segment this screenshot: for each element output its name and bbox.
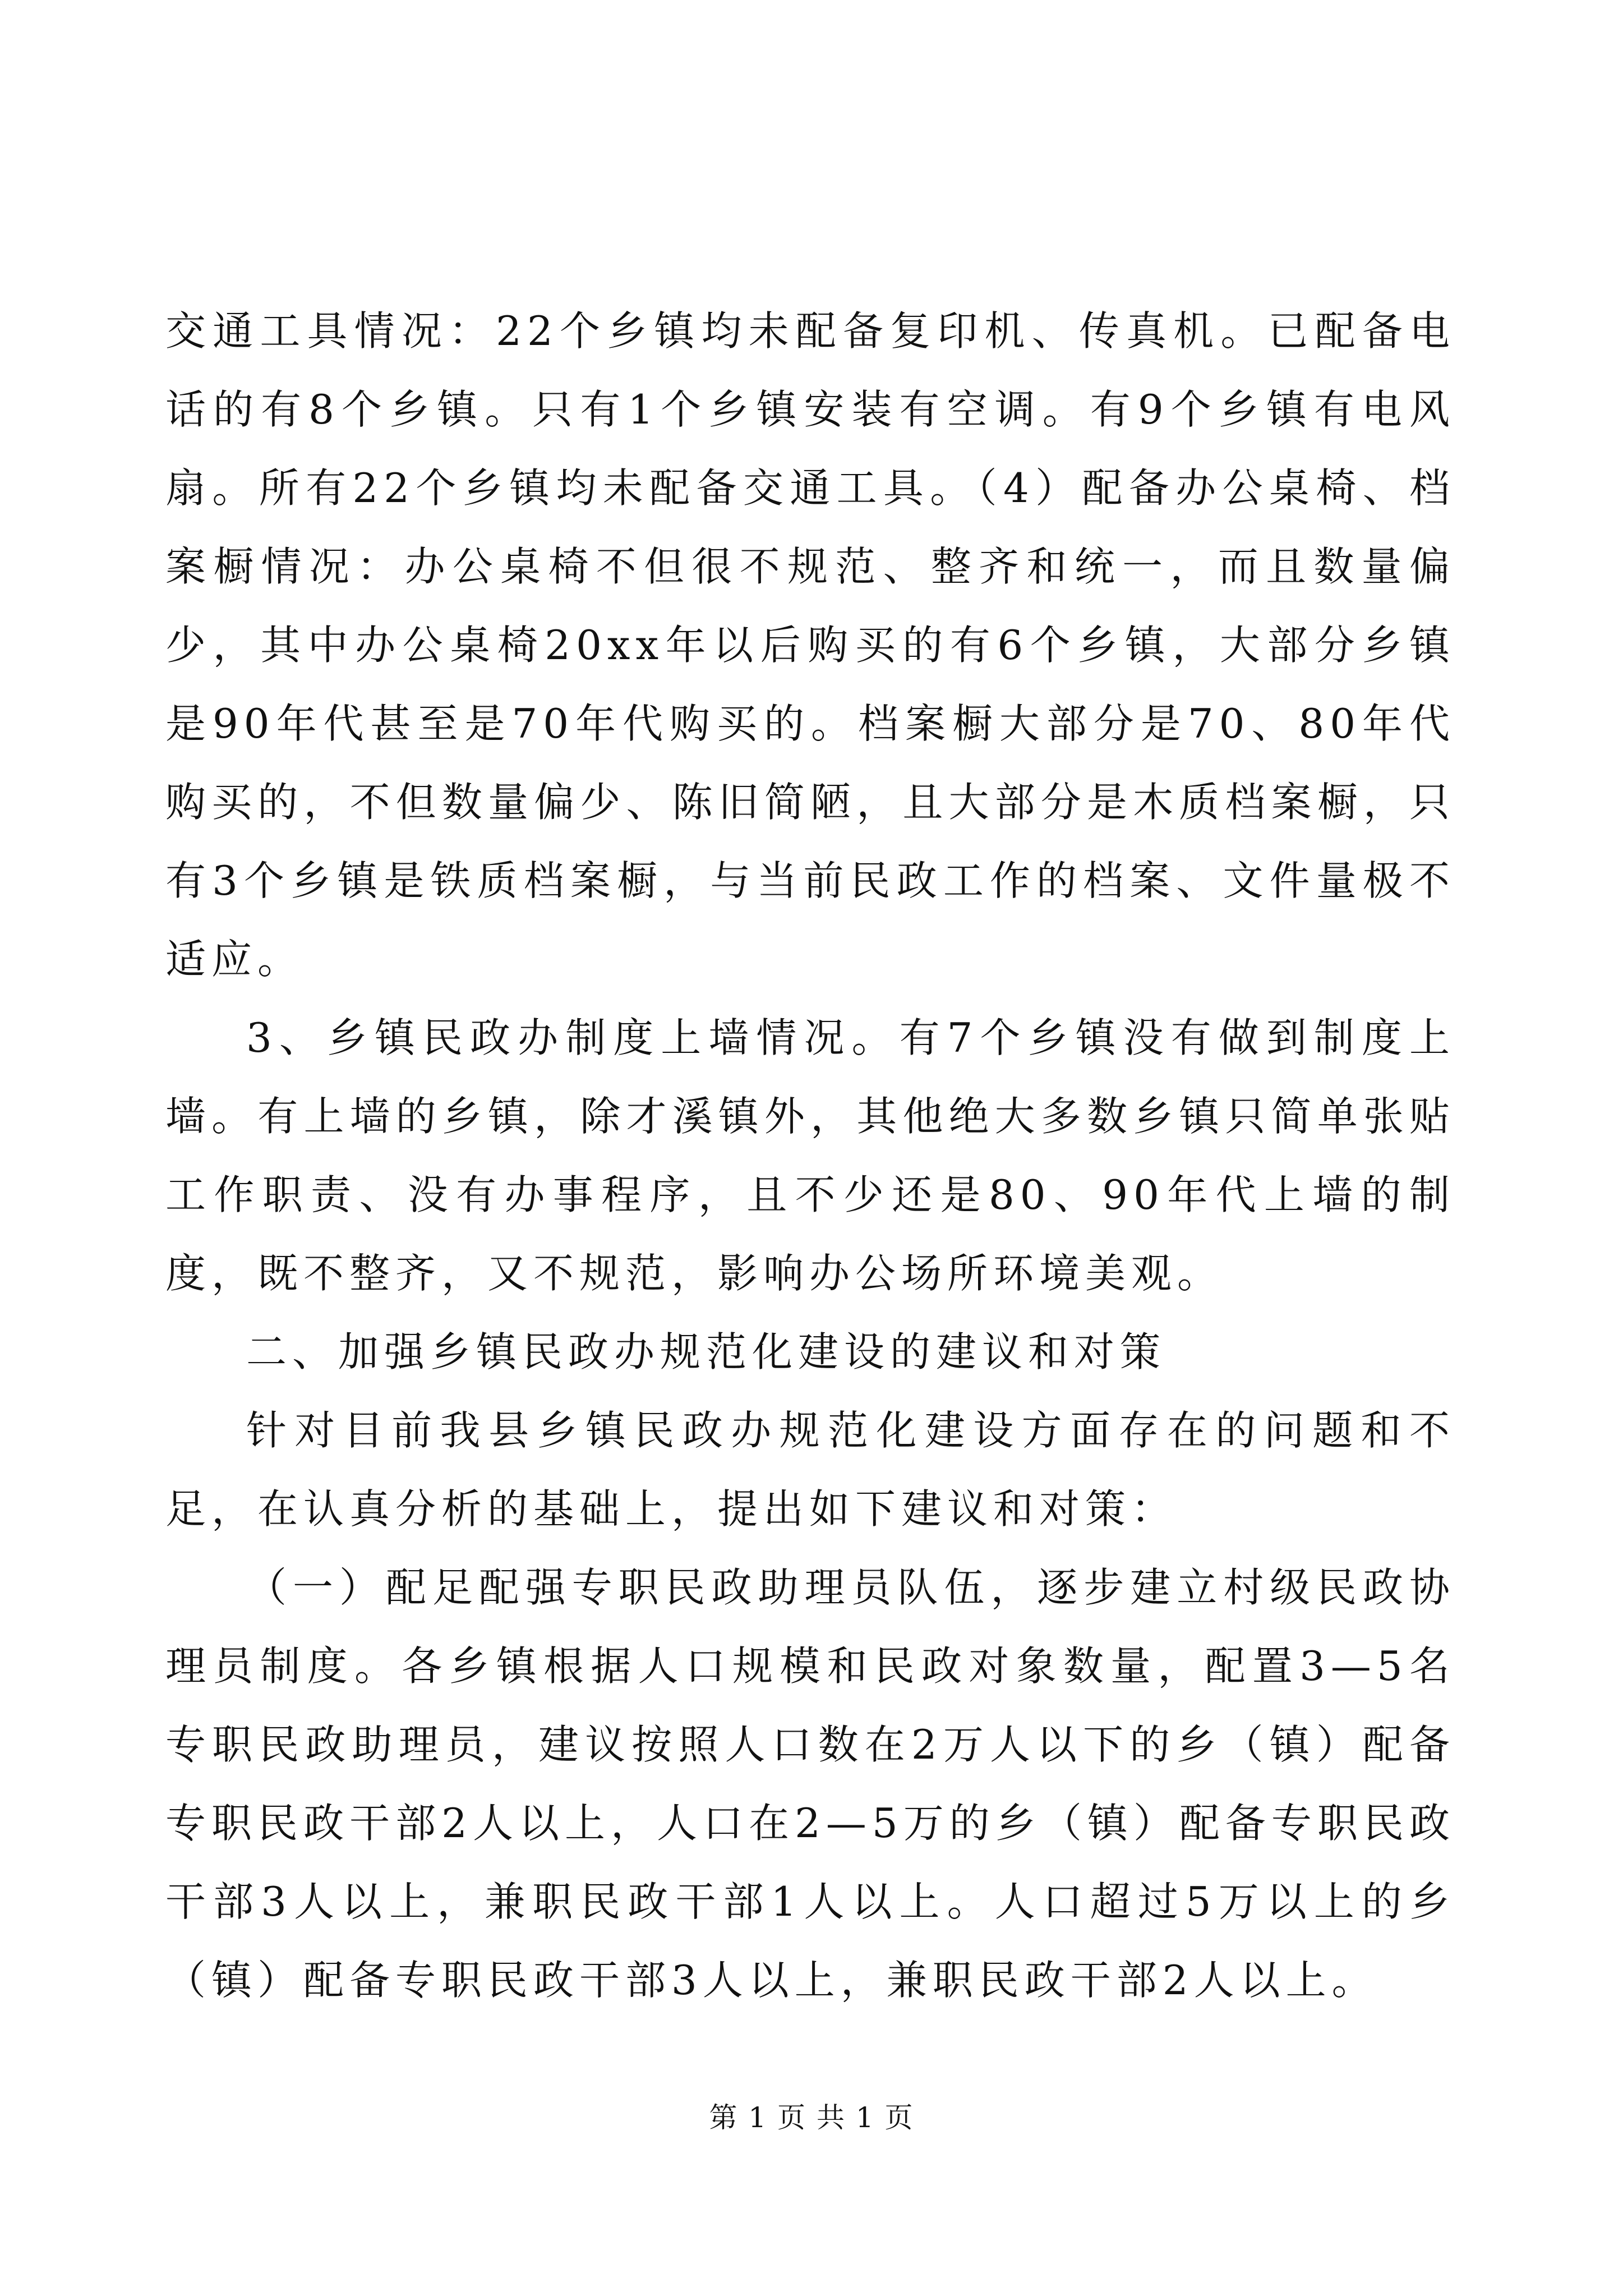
- paragraph-suggestion-one: （一）配足配强专职民政助理员队伍，逐步建立村级民政协理员制度。各乡镇根据人口规模和民政对象数量，配置3—5名专职民政助理员，建议按照人口数在2万人以下的乡（镇）配备专职民政干部2人以上，人口在2—5万的乡（镇）配备专职民政干部3人以上，兼职民政干部1人以上。人口超过5万以上的乡（镇）配备专职民政干部3人以上，兼职民政干部2人以上。: [165, 1564, 1455, 2004]
- paragraph-intro-suggestions: 针对目前我县乡镇民政办规范化建设方面存在的问题和不足，在认真分析的基础上，提出如下建议和对策：: [165, 1407, 1455, 1533]
- paragraph-office-equipment: 交通工具情况：22个乡镇均未配备复印机、传真机。已配备电话的有8个乡镇。只有1个乡镇安装有空调。有9个乡镇有电风扇。所有22个乡镇均未配备交通工具。（4）配备办公桌椅、档案橱情况：办公桌椅不但很不规范、整齐和统一，而且数量偏少，其中办公桌椅20xx年以后购买的有6个乡镇，大部分乡镇是90年代甚至是70年代购买的。档案橱大部分是70、80年代购买的，不但数量偏少、陈旧简陋，且大部分是木质档案橱，只有3个乡镇是铁质档案橱，与当前民政工作的档案、文件量极不适应。: [165, 307, 1455, 983]
- section-heading: 二、加强乡镇民政办规范化建设的建议和对策: [246, 1328, 1166, 1375]
- paragraph-rules-on-wall: 3、乡镇民政办制度上墙情况。有7个乡镇没有做到制度上墙。有上墙的乡镇，除才溪镇外，其他绝大多数乡镇只简单张贴工作职责、没有办事程序，且不少还是80、90年代上墙的制度，既不整齐，又不规范，影响办公场所环境美观。: [165, 1014, 1455, 1297]
- document-body: [165, 292, 1455, 2019]
- page-footer: 第 1 页 共 1 页: [709, 2101, 914, 2134]
